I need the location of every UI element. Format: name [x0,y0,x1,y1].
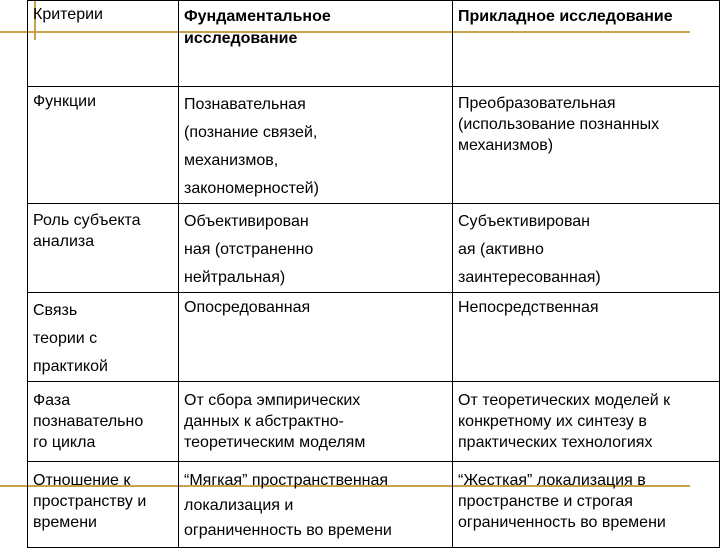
header-applied: Прикладное исследование [453,1,720,87]
cell-fundamental: От сбора эмпирических данных к абстрактно- теоретическим моделям [179,382,453,462]
cell-fundamental: Объективирован ная (отстраненно нейтральная) [179,204,453,293]
cell-criterion: Отношение к пространству и времени [28,462,179,548]
comparison-table [27,0,720,548]
cell-fundamental: “Мягкая” пространственная локализация и ограниченность во времени [179,462,453,548]
table-row [28,204,720,293]
header-fundamental: Фундаментальное исследование [179,1,453,87]
cell-criterion: Роль субъекта анализа [28,204,179,293]
table-row [28,293,720,382]
table-row [28,87,720,204]
cell-criterion: Фаза познавательно го цикла [28,382,179,462]
cell-applied: “Жесткая” локализация в пространстве и строгая ограниченность во времени [453,462,720,548]
cell-fundamental: Опосредованная [179,293,453,382]
header-criteria: Критерии [28,1,179,87]
cell-fundamental: Познавательная (познание связей, механизмов, закономерностей) [179,87,453,204]
cell-applied: Преобразовательная (использование познанных механизмов) [453,87,720,204]
cell-applied: От теоретических моделей к конкретному их синтезу в практических технологиях [453,382,720,462]
table-header-row [28,1,720,87]
table-row [28,382,720,462]
cell-applied: Субъективирован ая (активно заинтересованная) [453,204,720,293]
cell-criterion: Функции [28,87,179,204]
table-row [28,462,720,548]
cell-applied: Непосредственная [453,293,720,382]
cell-criterion: Связь теории с практикой [28,293,179,382]
